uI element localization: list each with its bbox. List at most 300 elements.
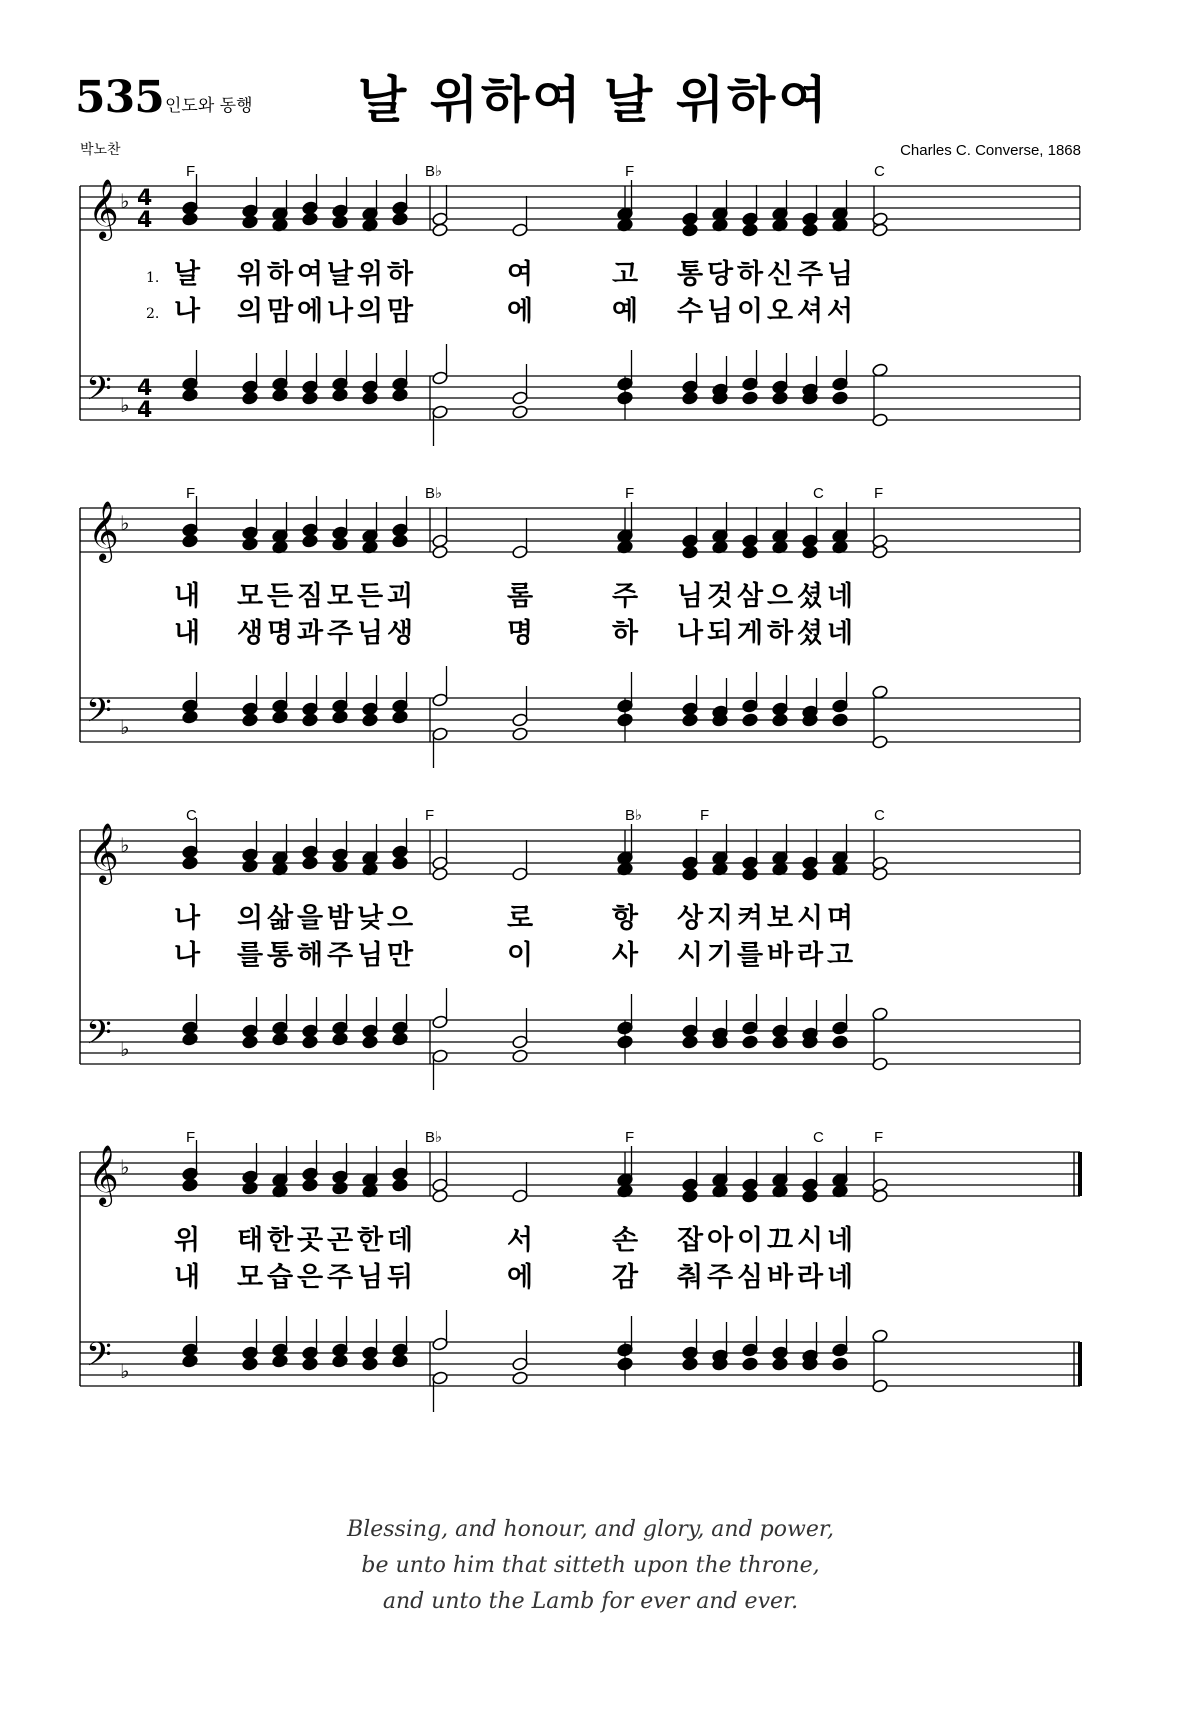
bass-note [832, 713, 849, 728]
bass-note [742, 1357, 759, 1372]
lyric-syllable: 을 [296, 903, 324, 934]
notehead [802, 1189, 819, 1204]
chord-symbol: B♭ [425, 485, 443, 502]
treble-note [512, 1162, 529, 1203]
notehead [742, 1343, 759, 1358]
lyric-syllable: 짐 [296, 581, 324, 612]
treble-note [242, 537, 259, 552]
treble-note [682, 1189, 699, 1204]
bass-note [362, 997, 379, 1038]
lyric-syllable: 아 [706, 1225, 734, 1256]
lyric-syllable: 삶 [266, 903, 294, 934]
bass-note [742, 994, 759, 1035]
lyric-syllable: 게 [736, 618, 764, 649]
lyric-syllable: 든 [266, 581, 294, 612]
bass-note [362, 713, 379, 728]
bass-note [682, 1357, 699, 1372]
lyric-syllable: 주 [796, 259, 824, 290]
treble-note [302, 174, 319, 215]
notehead [772, 1035, 789, 1050]
notehead [242, 1181, 259, 1196]
notehead [832, 713, 849, 728]
notehead [802, 867, 819, 882]
bass-note [802, 1322, 819, 1363]
bass-note [432, 988, 449, 1029]
hymn-title: 날 위하여 날 위하여 [358, 71, 830, 129]
bass-clef-icon: 𝄢 [86, 1014, 112, 1060]
notehead [392, 1178, 409, 1193]
bass-note [362, 1319, 379, 1360]
bass-note [772, 675, 789, 716]
lyric-syllable: 곤 [326, 1225, 354, 1256]
treble-clef-icon: 𝄞 [88, 501, 119, 561]
bass-note [682, 391, 699, 406]
notehead [802, 545, 819, 560]
bass-note [332, 388, 349, 403]
treble-note [802, 507, 819, 548]
bass-note [617, 1357, 634, 1372]
treble-note [332, 859, 349, 874]
flat-key-signature-icon: ♭ [120, 511, 130, 535]
treble-note [802, 1189, 819, 1204]
bass-note [272, 672, 289, 713]
notehead [242, 859, 259, 874]
lyric-syllable: 맘 [266, 296, 294, 327]
notehead [242, 391, 259, 406]
bass-note [432, 1371, 449, 1412]
notehead [272, 388, 289, 403]
lyric-syllable: 시 [796, 903, 824, 934]
lyric-syllable: 은 [296, 1262, 324, 1293]
lyric-syllable: 한 [266, 1225, 294, 1256]
lyric-syllable: 기 [706, 940, 734, 971]
treble-note [802, 223, 819, 238]
notehead [872, 685, 889, 700]
lyric-syllable: 명 [266, 618, 294, 649]
lyric-syllable: 셨 [796, 581, 824, 612]
bass-note [272, 1316, 289, 1357]
notehead [242, 215, 259, 230]
bass-note [242, 713, 259, 728]
lyric-syllable: 당 [706, 259, 734, 290]
lyric-syllable: 님 [826, 259, 854, 290]
lyric-syllable: 뒤 [386, 1262, 414, 1293]
lyric-syllable: 예 [611, 296, 639, 327]
bass-note [682, 1319, 699, 1360]
notehead [617, 1021, 634, 1036]
lyric-syllable: 하 [766, 618, 794, 649]
bass-note [802, 1000, 819, 1041]
flat-key-signature-icon: ♭ [120, 393, 130, 417]
lyric-syllable: 여 [296, 259, 324, 290]
bass-note [302, 1319, 319, 1360]
bass-note [272, 1354, 289, 1369]
treble-note [332, 1181, 349, 1196]
quote-line: Blessing, and honour, and glory, and power, [347, 1517, 834, 1542]
lyric-syllable: 상 [676, 903, 704, 934]
treble-note [682, 545, 699, 560]
lyric-syllable: 보 [766, 903, 794, 934]
notehead [832, 1357, 849, 1372]
notehead [302, 534, 319, 549]
lyric-syllable: 주 [326, 1262, 354, 1293]
treble-note [332, 821, 349, 862]
chord-symbol: C [874, 807, 885, 824]
notehead [332, 710, 349, 725]
bass-note [617, 391, 634, 406]
chord-symbol: F [700, 807, 710, 824]
treble-note [242, 215, 259, 230]
lyric-syllable: 네 [826, 1262, 854, 1293]
bass-note [832, 994, 849, 1035]
lyric-syllable: 네 [826, 618, 854, 649]
chord-symbol: B♭ [625, 807, 643, 824]
lyric-syllable: 네 [826, 581, 854, 612]
bass-note [832, 672, 849, 713]
bass-note [332, 994, 349, 1035]
bass-note [872, 1007, 889, 1022]
lyric-syllable: 서 [826, 296, 854, 327]
bass-note [242, 997, 259, 1038]
bass-staff [80, 376, 1080, 420]
bass-note [742, 713, 759, 728]
notehead [302, 212, 319, 227]
treble-note [182, 1178, 199, 1193]
treble-note [182, 174, 199, 215]
time-signature-top: 4 [137, 376, 153, 401]
lyric-syllable: 네 [826, 1225, 854, 1256]
chord-symbol: C [813, 1129, 824, 1146]
lyric-syllable: 으 [766, 581, 794, 612]
lyric-syllable: 날 [326, 259, 354, 290]
bass-note [512, 686, 529, 727]
bass-note [392, 994, 409, 1035]
treble-note [332, 537, 349, 552]
notehead [432, 545, 449, 560]
bass-staff [80, 1020, 1080, 1064]
notehead [832, 1021, 849, 1036]
bass-note [302, 675, 319, 716]
bass-note [512, 364, 529, 405]
lyric-syllable: 하 [266, 259, 294, 290]
bass-clef-icon: 𝄢 [86, 1336, 112, 1382]
lyric-syllable: 모 [326, 581, 354, 612]
treble-clef-icon: 𝄞 [88, 823, 119, 883]
lyric-syllable: 밤 [326, 903, 354, 934]
notehead [432, 1337, 449, 1352]
bass-note [512, 727, 529, 742]
bass-note [272, 994, 289, 1035]
bass-note [832, 350, 849, 391]
notehead [332, 1181, 349, 1196]
chord-symbol: F [425, 807, 435, 824]
lyric-syllable: 주 [326, 940, 354, 971]
bass-note [512, 405, 529, 420]
lyric-syllable: 위 [173, 1225, 201, 1256]
bass-note [182, 994, 199, 1035]
treble-note [802, 185, 819, 226]
bass-note [682, 713, 699, 728]
notehead [242, 1357, 259, 1372]
lyric-syllable: 날 [173, 259, 201, 290]
lyric-syllable: 이 [736, 296, 764, 327]
bass-note [392, 1316, 409, 1357]
bass-note [362, 353, 379, 394]
bass-note [742, 1316, 759, 1357]
bass-note [832, 1357, 849, 1372]
bass-note [617, 350, 634, 391]
notehead [182, 534, 199, 549]
lyric-syllable: 통 [266, 940, 294, 971]
notehead [742, 713, 759, 728]
bass-note [182, 388, 199, 403]
lyric-syllable: 나 [173, 296, 201, 327]
treble-note [242, 177, 259, 218]
notehead [772, 713, 789, 728]
notehead [432, 1189, 449, 1204]
notehead [272, 1354, 289, 1369]
lyric-syllable: 습 [266, 1262, 294, 1293]
treble-note [512, 840, 529, 881]
bass-note [772, 353, 789, 394]
treble-note [742, 867, 759, 882]
flat-key-signature-icon: ♭ [120, 1359, 130, 1383]
notehead [432, 693, 449, 708]
notehead [832, 699, 849, 714]
bass-note [182, 1316, 199, 1357]
bass-note [182, 1032, 199, 1047]
notehead [302, 856, 319, 871]
lyric-syllable: 로 [506, 903, 534, 934]
treble-note [302, 1178, 319, 1193]
bass-note [772, 713, 789, 728]
treble-note [742, 545, 759, 560]
notehead [512, 1371, 529, 1386]
lyric-syllable: 에 [296, 296, 324, 327]
chord-symbol: F [186, 485, 196, 502]
lyric-syllable: 위 [356, 259, 384, 290]
lyric-syllable: 손 [611, 1225, 639, 1256]
lyric-syllable: 시 [796, 1225, 824, 1256]
hymn-category: 인도와 동행 [165, 96, 253, 116]
lyric-syllable: 라 [796, 940, 824, 971]
notehead [682, 867, 699, 882]
notehead [512, 727, 529, 742]
treble-note [332, 215, 349, 230]
treble-note [432, 185, 449, 226]
lyric-syllable: 낮 [356, 903, 384, 934]
notehead [332, 1354, 349, 1369]
lyric-syllable: 명 [506, 618, 534, 649]
notehead [802, 223, 819, 238]
lyric-syllable: 모 [236, 1262, 264, 1293]
bass-note [392, 1354, 409, 1369]
notehead [512, 223, 529, 238]
notehead [432, 867, 449, 882]
notehead [512, 391, 529, 406]
treble-note [392, 818, 409, 859]
notehead [362, 713, 379, 728]
notehead [432, 405, 449, 420]
lyric-syllable: 의 [356, 296, 384, 327]
bass-clef-icon: 𝄢 [86, 370, 112, 416]
notehead [617, 1343, 634, 1358]
lyric-syllable: 님 [356, 1262, 384, 1293]
time-signature-bottom: 4 [137, 398, 153, 423]
bass-note [772, 1357, 789, 1372]
bass-note [432, 405, 449, 446]
lyric-syllable: 주 [611, 581, 639, 612]
treble-note [302, 496, 319, 537]
notehead [392, 388, 409, 403]
notehead [362, 1357, 379, 1372]
lyric-syllable: 맘 [386, 296, 414, 327]
lyric-syllable: 괴 [386, 581, 414, 612]
lyric-syllable: 의 [236, 903, 264, 934]
notehead [512, 405, 529, 420]
chord-symbol: F [625, 1129, 635, 1146]
bass-note [242, 391, 259, 406]
bass-note [832, 1035, 849, 1050]
time-signature-top: 4 [137, 186, 153, 211]
bass-note [362, 391, 379, 406]
notehead [617, 699, 634, 714]
lyric-syllable: 고 [611, 259, 639, 290]
notehead [332, 859, 349, 874]
lyric-syllable: 에 [506, 296, 534, 327]
treble-note [432, 507, 449, 548]
treble-note [742, 185, 759, 226]
bass-note [392, 672, 409, 713]
treble-note [432, 545, 449, 560]
chord-symbol: F [625, 163, 635, 180]
lyric-syllable: 에 [506, 1262, 534, 1293]
treble-note [242, 499, 259, 540]
flat-key-signature-icon: ♭ [120, 715, 130, 739]
bass-clef-icon: 𝄢 [86, 692, 112, 738]
notehead [512, 713, 529, 728]
notehead [682, 1189, 699, 1204]
lyric-syllable: 신 [766, 259, 794, 290]
quote-line: and unto the Lamb for ever and ever. [382, 1589, 799, 1614]
lyric-syllable: 라 [796, 1262, 824, 1293]
lyric-syllable: 를 [236, 940, 264, 971]
notehead [362, 391, 379, 406]
lyric-syllable: 지 [706, 903, 734, 934]
bass-note [832, 391, 849, 406]
lyricist: 박노찬 [80, 142, 121, 158]
time-signature-bottom: 4 [137, 208, 153, 233]
notehead [302, 391, 319, 406]
treble-note [302, 856, 319, 871]
notehead [742, 223, 759, 238]
treble-note [302, 212, 319, 227]
chord-symbol: B♭ [425, 1129, 443, 1146]
bass-staff [80, 698, 1080, 742]
bass-note [712, 1322, 729, 1363]
bass-note [872, 685, 889, 700]
lyric-syllable: 생 [386, 618, 414, 649]
notehead [512, 1049, 529, 1064]
lyric-syllable: 셔 [796, 296, 824, 327]
verse-number: 1. [146, 270, 160, 286]
bass-note [332, 672, 349, 713]
bass-note [712, 1000, 729, 1041]
lyric-syllable: 것 [706, 581, 734, 612]
lyric-syllable: 셨 [796, 618, 824, 649]
notehead [182, 1178, 199, 1193]
notehead [742, 699, 759, 714]
bass-note [512, 1008, 529, 1049]
notehead [772, 391, 789, 406]
notehead [682, 1035, 699, 1050]
lyric-syllable: 님 [706, 296, 734, 327]
treble-note [432, 223, 449, 238]
notehead [832, 1343, 849, 1358]
lyric-syllable: 내 [173, 618, 201, 649]
treble-note [432, 829, 449, 870]
notehead [682, 713, 699, 728]
treble-note [302, 1140, 319, 1181]
lyric-syllable: 이 [736, 1225, 764, 1256]
lyric-syllable: 주 [706, 1262, 734, 1293]
treble-note [182, 496, 199, 537]
bass-note [392, 350, 409, 391]
notehead [242, 713, 259, 728]
chord-symbol: C [874, 163, 885, 180]
treble-note [432, 867, 449, 882]
treble-note [802, 1151, 819, 1192]
treble-note [512, 518, 529, 559]
bass-note [332, 1032, 349, 1047]
flat-key-signature-icon: ♭ [120, 833, 130, 857]
bass-note [302, 353, 319, 394]
lyric-syllable: 모 [236, 581, 264, 612]
notehead [392, 1354, 409, 1369]
lyric-syllable: 곳 [296, 1225, 324, 1256]
notehead [432, 1371, 449, 1386]
bass-note [242, 1357, 259, 1372]
treble-staff [80, 186, 1080, 230]
bass-note [332, 1316, 349, 1357]
treble-note [682, 867, 699, 882]
notehead [617, 1035, 634, 1050]
notehead [182, 388, 199, 403]
bass-note [682, 675, 699, 716]
lyric-syllable: 위 [236, 259, 264, 290]
notehead [742, 1021, 759, 1036]
notehead [432, 727, 449, 742]
bible-quote [0, 1512, 1181, 1620]
notehead [302, 1357, 319, 1372]
notehead [682, 391, 699, 406]
notehead [512, 867, 529, 882]
notehead [182, 1354, 199, 1369]
lyric-syllable: 바 [766, 1262, 794, 1293]
treble-note [332, 1143, 349, 1184]
bass-note [682, 353, 699, 394]
notehead [272, 1032, 289, 1047]
bass-staff [80, 1342, 1080, 1386]
bass-note [772, 997, 789, 1038]
bass-note [772, 1035, 789, 1050]
notehead [512, 1357, 529, 1372]
notehead [512, 1189, 529, 1204]
notehead [242, 537, 259, 552]
notehead [242, 1035, 259, 1050]
bass-note [302, 1357, 319, 1372]
notehead [832, 377, 849, 392]
